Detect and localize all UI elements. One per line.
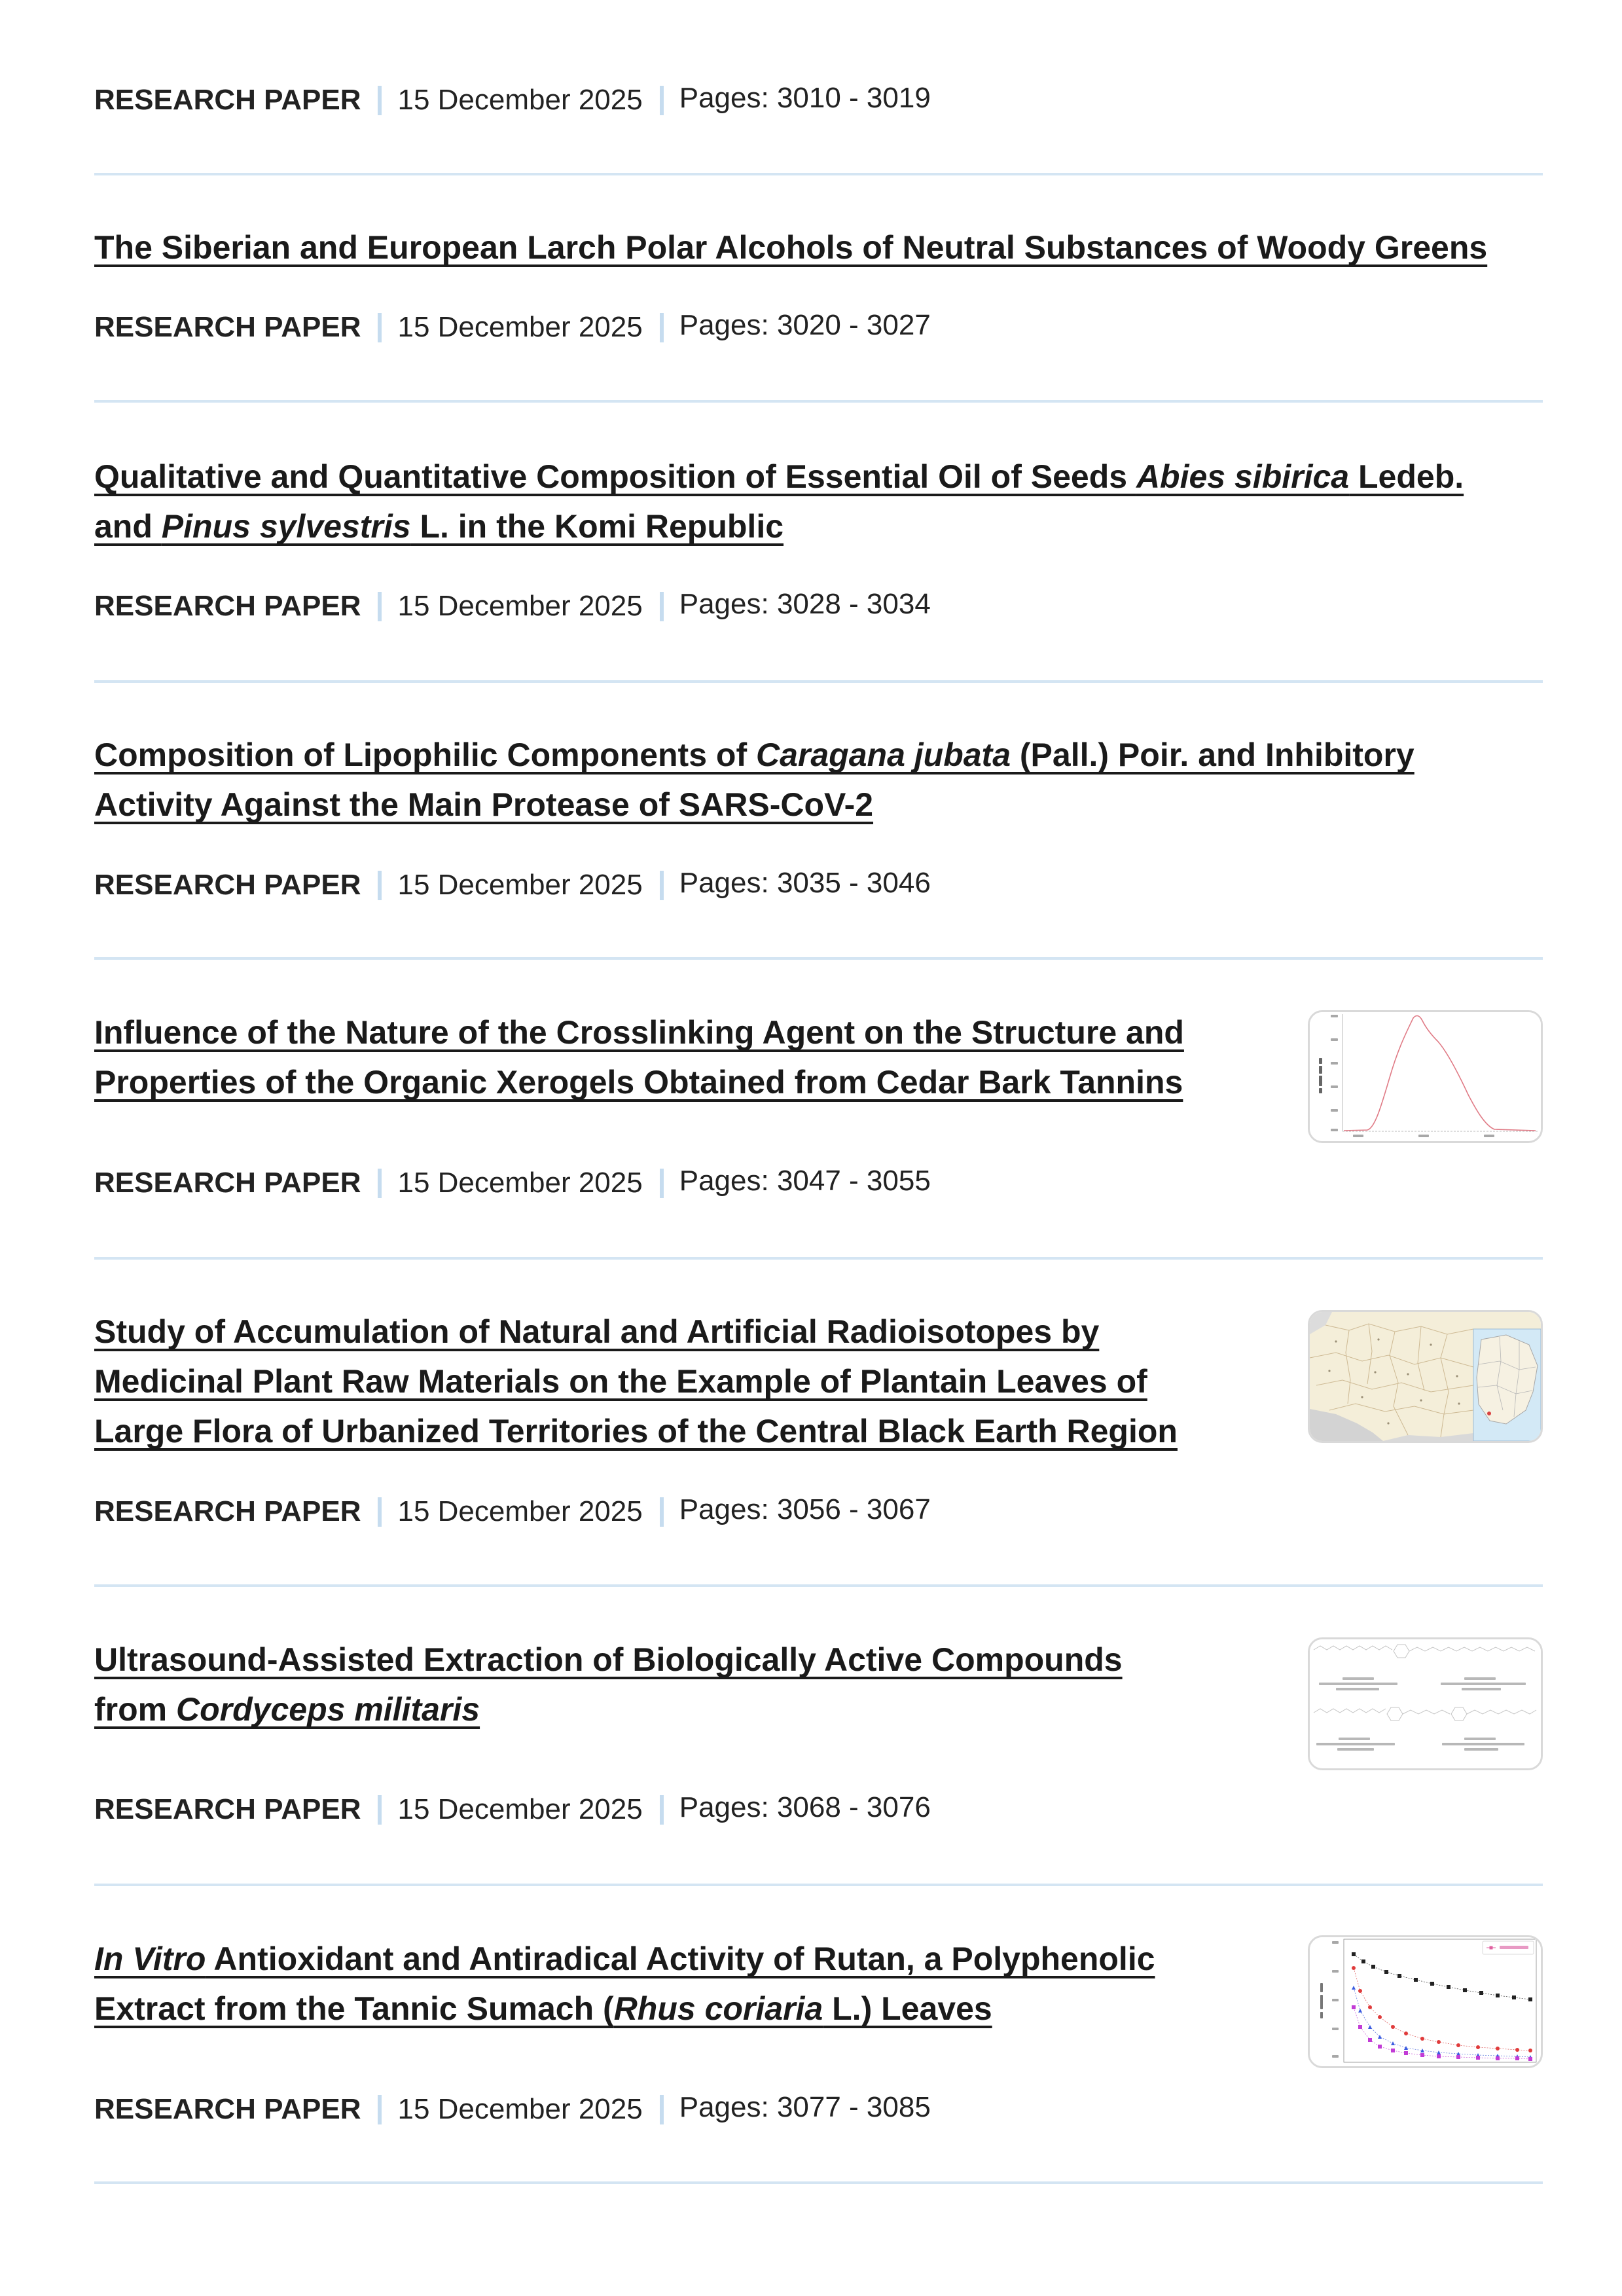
publication-date: 15 December 2025 <box>397 1793 643 1825</box>
page-range: Pages: 3028 - 3034 <box>679 588 931 620</box>
meta-divider <box>660 871 664 900</box>
meta-divider <box>378 2095 382 2124</box>
title-text[interactable]: Extract from the Tannic Sumach ( <box>94 1990 614 2027</box>
title-text[interactable]: Large Flora of Urbanized Territories of the Central Black Earth Region <box>94 1413 1178 1449</box>
article-divider <box>94 2181 1543 2184</box>
meta-divider <box>660 86 664 115</box>
article-type: RESEARCH PAPER <box>94 84 361 116</box>
article-divider <box>94 1884 1543 1886</box>
publication-date: 15 December 2025 <box>397 84 643 116</box>
meta-divider <box>378 1795 382 1825</box>
article-meta <box>94 81 931 120</box>
article-title-link[interactable] <box>94 1014 1184 1101</box>
page-range: Pages: 3020 - 3027 <box>679 309 931 341</box>
title-italic-taxon[interactable]: Pinus sylvestris <box>161 508 411 545</box>
page-range: Pages: 3010 - 3019 <box>679 82 931 114</box>
article-title-link[interactable] <box>94 1941 1155 2027</box>
meta-divider <box>660 1169 664 1198</box>
publication-date: 15 December 2025 <box>397 311 643 343</box>
meta-divider <box>378 1169 382 1198</box>
title-text[interactable]: Composition of Lipophilic Components of <box>94 737 756 773</box>
title-text[interactable]: Ultrasound-Assisted Extraction of Biologically Active Compounds <box>94 1641 1123 1678</box>
article-thumbnail[interactable] <box>1308 1310 1543 1443</box>
article-thumbnail[interactable] <box>1308 1010 1543 1143</box>
article-title <box>94 1635 1123 1734</box>
thumbnail-map-image <box>1310 1312 1541 1441</box>
article-divider <box>94 957 1543 960</box>
article-type: RESEARCH PAPER <box>94 311 361 343</box>
title-italic-taxon[interactable]: Cordyceps militaris <box>176 1691 480 1728</box>
title-text[interactable]: and <box>94 508 162 545</box>
article-meta <box>94 587 931 626</box>
article-title <box>94 452 1464 551</box>
title-text[interactable]: Qualitative and Quantitative Composition of Essential Oil of Seeds <box>94 458 1136 495</box>
publication-date: 15 December 2025 <box>397 1167 643 1199</box>
meta-divider <box>660 313 664 342</box>
plot-legend <box>1483 1941 1534 1954</box>
meta-divider <box>378 313 382 342</box>
title-italic-taxon[interactable]: Abies sibirica <box>1136 458 1350 495</box>
article-title-link[interactable] <box>94 1313 1178 1449</box>
article-meta <box>94 1492 931 1531</box>
article-divider <box>94 680 1543 683</box>
article-type: RESEARCH PAPER <box>94 590 361 622</box>
title-text[interactable]: Activity Against the Main Protease of SARS-CoV-2 <box>94 786 874 823</box>
title-italic-term[interactable]: In Vitro <box>94 1941 206 1977</box>
article-title-link[interactable] <box>94 1641 1123 1728</box>
article-title <box>94 1934 1155 2033</box>
article-meta <box>94 1163 931 1203</box>
article-title <box>94 223 1487 272</box>
publication-date: 15 December 2025 <box>397 590 643 622</box>
article-meta <box>94 1790 931 1829</box>
publication-date: 15 December 2025 <box>397 2093 643 2125</box>
article-type: RESEARCH PAPER <box>94 1793 361 1825</box>
title-italic-taxon[interactable]: Rhus coriaria <box>613 1990 823 2027</box>
page-range: Pages: 3077 - 3085 <box>679 2091 931 2123</box>
article-type: RESEARCH PAPER <box>94 1167 361 1199</box>
publication-date: 15 December 2025 <box>397 1495 643 1527</box>
article-type: RESEARCH PAPER <box>94 1495 361 1527</box>
article-title <box>94 730 1415 829</box>
thumbnail-chemical-structures-image <box>1310 1639 1541 1768</box>
meta-divider <box>378 86 382 115</box>
meta-divider <box>660 2095 664 2124</box>
article-divider <box>94 400 1543 403</box>
article-thumbnail[interactable] <box>1308 1637 1543 1770</box>
meta-divider <box>660 1795 664 1825</box>
article-type: RESEARCH PAPER <box>94 2093 361 2125</box>
title-text[interactable]: (Pall.) Poir. and Inhibitory <box>1011 737 1415 773</box>
article-title-link[interactable] <box>94 737 1415 823</box>
article-meta <box>94 2090 931 2129</box>
article-thumbnail[interactable] <box>1308 1935 1543 2068</box>
article-divider <box>94 1257 1543 1260</box>
meta-divider <box>378 592 382 621</box>
title-text[interactable]: The Siberian and European Larch Polar Alcohols of Neutral Substances of Woody Greens <box>94 229 1488 266</box>
page-range: Pages: 3068 - 3076 <box>679 1791 931 1823</box>
meta-divider <box>660 1497 664 1527</box>
title-text[interactable]: Properties of the Organic Xerogels Obtained from Cedar Bark Tannins <box>94 1064 1183 1101</box>
article-title <box>94 1307 1178 1456</box>
title-text[interactable]: Study of Accumulation of Natural and Artificial Radioisotopes by <box>94 1313 1100 1350</box>
page-range: Pages: 3035 - 3046 <box>679 867 931 899</box>
title-text[interactable]: Medicinal Plant Raw Materials on the Example of Plantain Leaves of <box>94 1363 1147 1400</box>
article-meta <box>94 308 931 347</box>
article-type: RESEARCH PAPER <box>94 869 361 901</box>
article-divider <box>94 173 1543 175</box>
y-axis-label <box>1320 1983 1323 2018</box>
publication-date: 15 December 2025 <box>397 869 643 901</box>
title-text[interactable]: Antioxidant and Antiradical Activity of Rutan, a Polyphenolic <box>206 1941 1155 1977</box>
title-italic-taxon[interactable]: Caragana jubata <box>756 737 1011 773</box>
title-text[interactable]: Ledeb. <box>1349 458 1464 495</box>
title-text[interactable]: from <box>94 1691 176 1728</box>
thumbnail-scatter-plot-image <box>1310 1937 1541 2066</box>
title-text[interactable]: L.) Leaves <box>823 1990 992 2027</box>
meta-divider <box>378 1497 382 1527</box>
location-marker <box>1487 1412 1491 1415</box>
meta-divider <box>660 592 664 621</box>
article-title-link[interactable] <box>94 458 1464 545</box>
meta-divider <box>378 871 382 900</box>
title-text[interactable]: Influence of the Nature of the Crosslinking Agent on the Structure and <box>94 1014 1184 1051</box>
article-divider <box>94 1584 1543 1587</box>
article-title-link[interactable] <box>94 229 1487 266</box>
page-range: Pages: 3056 - 3067 <box>679 1493 931 1525</box>
thumbnail-distribution-plot-image <box>1310 1012 1541 1141</box>
article-title <box>94 1008 1184 1107</box>
article-meta <box>94 866 931 905</box>
page-range: Pages: 3047 - 3055 <box>679 1165 931 1197</box>
title-text[interactable]: L. in the Komi Republic <box>410 508 784 545</box>
